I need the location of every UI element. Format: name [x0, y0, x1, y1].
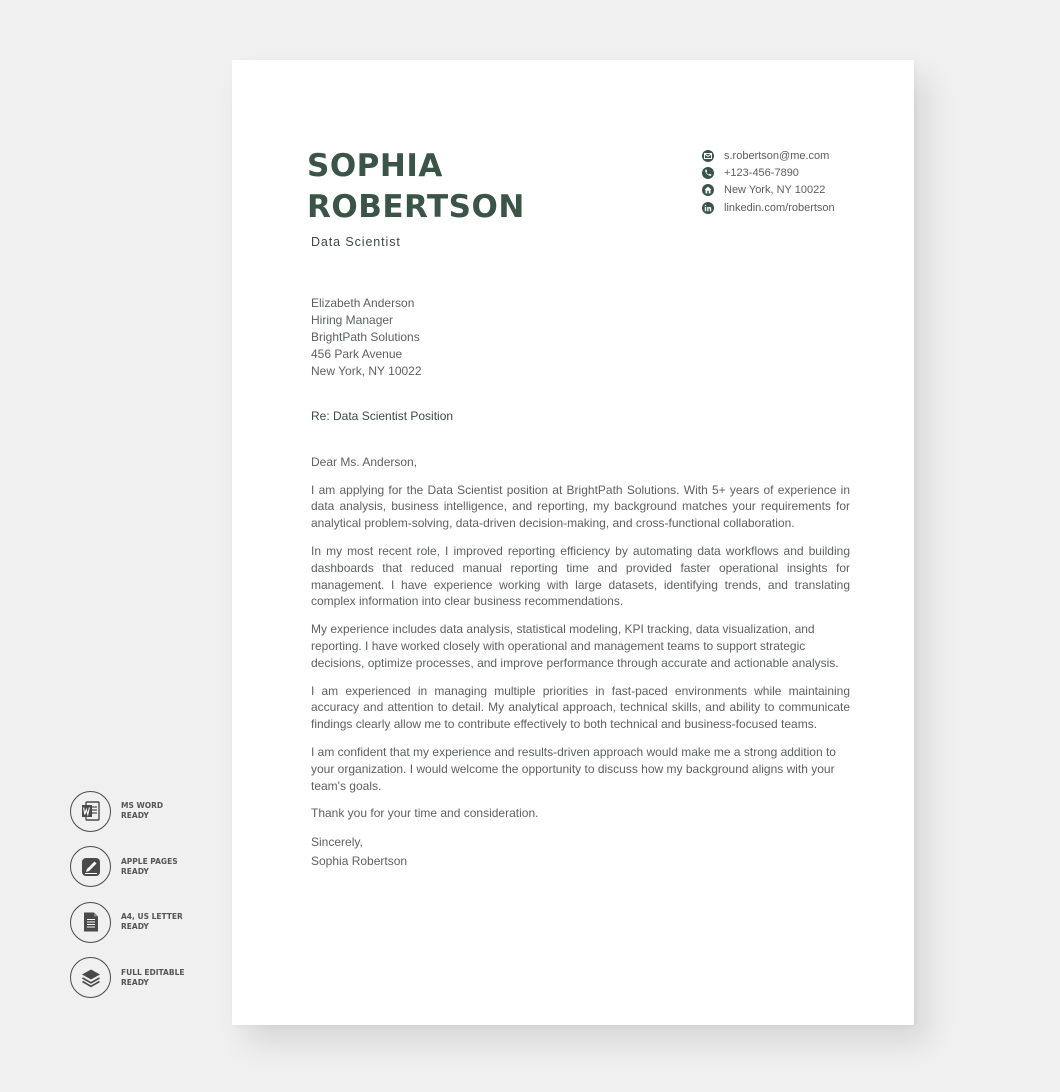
apple-pages-icon	[70, 846, 111, 887]
contact-address	[702, 182, 902, 199]
feature-label-line: MS WORD	[121, 801, 164, 810]
feature-label-line: READY	[121, 977, 149, 987]
letter-closing: Thank you for your time and consideration.	[311, 806, 539, 821]
feature-label-line: READY	[121, 866, 149, 876]
feature-label	[121, 857, 211, 877]
contact-block	[702, 147, 902, 216]
recipient-street: 456 Park Avenue	[311, 347, 403, 361]
letter-paragraph: I am confident that my experience and results-driven approach would make me a strong addition to your organization. I would welcome the opportunity to discuss how my background aligns with your team's goals.	[311, 744, 836, 793]
home-icon	[702, 184, 714, 196]
contact-address-text: New York, NY 10022	[724, 184, 826, 197]
contact-email	[702, 147, 902, 164]
recipient-block	[311, 295, 850, 380]
candidate-role: Data Scientist	[311, 235, 401, 249]
phone-icon	[702, 167, 714, 179]
letter-paragraph: My experience includes data analysis, statistical modeling, KPI tracking, data visualization, and reporting. I have worked closely with operational and management teams to support strategic decisions, optimize processes, and improve performance through accurate and actionable analysis.	[311, 622, 839, 670]
letter-sign-off: Sincerely,	[311, 835, 363, 850]
feature-label-line: APPLE PAGES	[121, 856, 178, 866]
letter-paragraph: In my most recent role, I improved reporting efficiency by automating data workflows and building dashboards that reduced manual reporting time and provided faster operational insights for management. I have experience working with large datasets, identifying trends, and translating complex information into clear business recommendations.	[311, 543, 850, 609]
letter-subject: Re: Data Scientist Position	[311, 409, 454, 423]
recipient-city: New York, NY 10022	[311, 364, 422, 378]
contact-phone	[702, 164, 902, 181]
feature-apple-pages	[70, 845, 211, 889]
contact-phone-text: +123-456-7890	[724, 166, 799, 179]
contact-linkedin	[702, 199, 902, 216]
cover-letter-page	[232, 60, 914, 1025]
email-icon	[702, 150, 714, 162]
layers-icon	[70, 957, 111, 998]
candidate-last-name: ROBERTSON	[307, 189, 525, 225]
feature-paper-size	[70, 900, 211, 944]
recipient-name: Elizabeth Anderson	[311, 296, 415, 310]
letter-body	[311, 295, 850, 871]
recipient-title: Hiring Manager	[311, 313, 394, 327]
letter-paragraph: I am applying for the Data Scientist position at BrightPath Solutions. With 5+ years of experience in data analysis, business intelligence, and reporting, my background matches your requirements for analytical problem-solving, data-driven decision-making, and cross-functional collaboration.	[311, 482, 850, 531]
feature-label-line: FULL EDITABLE	[121, 967, 185, 977]
ms-word-icon	[70, 791, 111, 832]
feature-editable	[70, 956, 211, 1000]
feature-label-line: READY	[121, 811, 149, 820]
feature-label	[121, 801, 211, 821]
sign-off-block	[311, 833, 850, 871]
linkedin-icon	[702, 202, 714, 214]
letter-paragraph: I am experienced in managing multiple priorities in fast-paced environments while maintaining accuracy and attention to detail. My analytical approach, technical skills, and ability to communicate findings clearly allow me to contribute effectively to both technical and business-focused teams.	[311, 683, 850, 732]
letter-signature: Sophia Robertson	[311, 854, 408, 869]
document-icon	[70, 902, 111, 943]
contact-email-text: s.robertson@me.com	[724, 149, 830, 162]
feature-label-line: READY	[121, 922, 149, 931]
feature-label	[121, 968, 211, 988]
contact-linkedin-text: linkedin.com/robertson	[724, 201, 835, 214]
feature-label-line: A4, US LETTER	[121, 912, 183, 921]
candidate-name	[307, 146, 525, 228]
letter-greeting: Dear Ms. Anderson,	[311, 454, 418, 469]
feature-list	[70, 789, 211, 1011]
feature-label	[121, 912, 211, 932]
recipient-company: BrightPath Solutions	[311, 330, 420, 344]
candidate-first-name: SOPHIA	[307, 148, 443, 184]
feature-ms-word	[70, 789, 211, 833]
